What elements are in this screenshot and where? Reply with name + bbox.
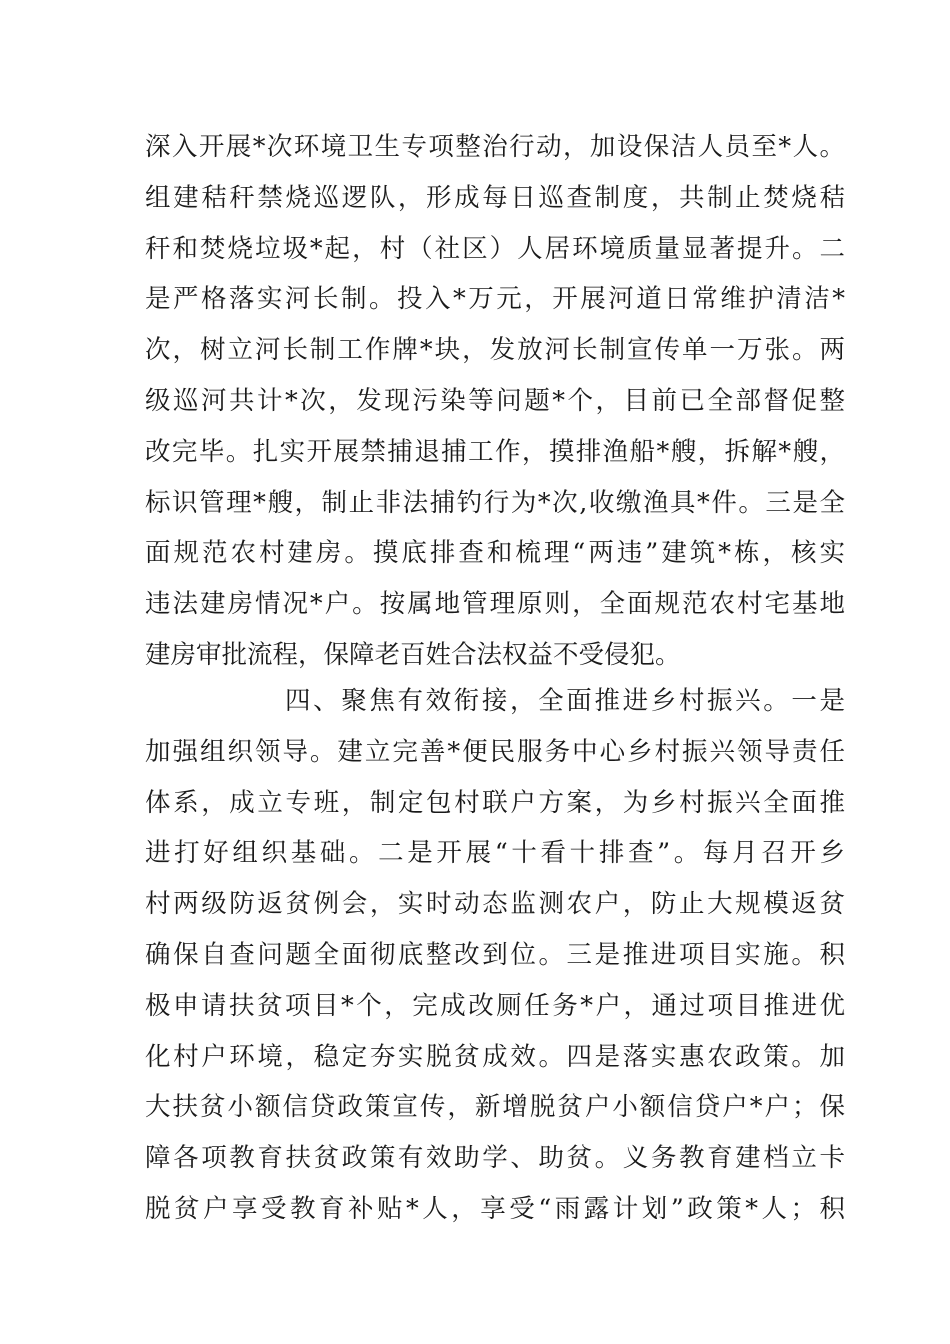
text-line: 极申请扶贫项目*个，完成改厕任务*户，通过项目推进优: [145, 990, 845, 1021]
text-line: 违法建房情况*户。按属地管理原则，全面规范农村宅基地: [145, 589, 845, 620]
text-line: 化村户环境，稳定夯实脱贫成效。四是落实惠农政策。加: [145, 1041, 845, 1072]
text-line: 确保自查问题全面彻底整改到位。三是推进项目实施。积: [145, 939, 845, 970]
text-line: 加强组织领导。建立完善*便民服务中心乡村振兴领导责任: [145, 736, 845, 767]
text-line: 脱贫户享受教育补贴*人，享受“雨露计划”政策*人；积: [145, 1193, 845, 1224]
text-line: 村两级防返贫例会，实时动态监测农户，防止大规模返贫: [145, 889, 845, 920]
text-line: 大扶贫小额信贷政策宣传，新增脱贫户小额信贷户*户；保: [145, 1092, 845, 1123]
text-line: 障各项教育扶贫政策有效助学、助贫。义务教育建档立卡: [145, 1143, 845, 1174]
text-line: 秆和焚烧垃圾*起，村（社区）人居环境质量显著提升。二: [145, 233, 845, 264]
text-line: 次，树立河长制工作牌*块，发放河长制宣传单一万张。两: [145, 335, 845, 366]
text-line: 组建秸秆禁烧巡逻队，形成每日巡查制度，共制止焚烧秸: [145, 182, 845, 213]
text-line: 进打好组织基础。二是开展“十看十排查”。每月召开乡: [145, 838, 845, 869]
text-line: 标识管理*艘，制止非法捕钓行为*次,收缴渔具*件。三是全: [145, 487, 845, 518]
text-line: 是严格落实河长制。投入*万元，开展河道日常维护清洁*: [145, 284, 845, 315]
section-heading-line: 四、聚焦有效衔接，全面推进乡村振兴。一是: [285, 686, 845, 716]
paragraph-rural-revitalization: [145, 676, 845, 1235]
text-line: 体系，成立专班，制定包村联户方案，为乡村振兴全面推: [145, 787, 845, 818]
paragraph-environment: [145, 122, 845, 681]
text-line: 改完毕。扎实开展禁捕退捕工作，摸排渔船*艘，拆解*艘，: [145, 436, 845, 467]
text-line: 级巡河共计*次，发现污染等问题*个，目前已全部督促整: [145, 385, 845, 416]
text-line: 深入开展*次环境卫生专项整治行动，加设保洁人员至*人。: [145, 132, 845, 162]
text-line: 面规范农村建房。摸底排查和梳理“两违”建筑*栋，核实: [145, 538, 845, 569]
text-line: 建房审批流程，保障老百姓合法权益不受侵犯。: [145, 639, 681, 670]
